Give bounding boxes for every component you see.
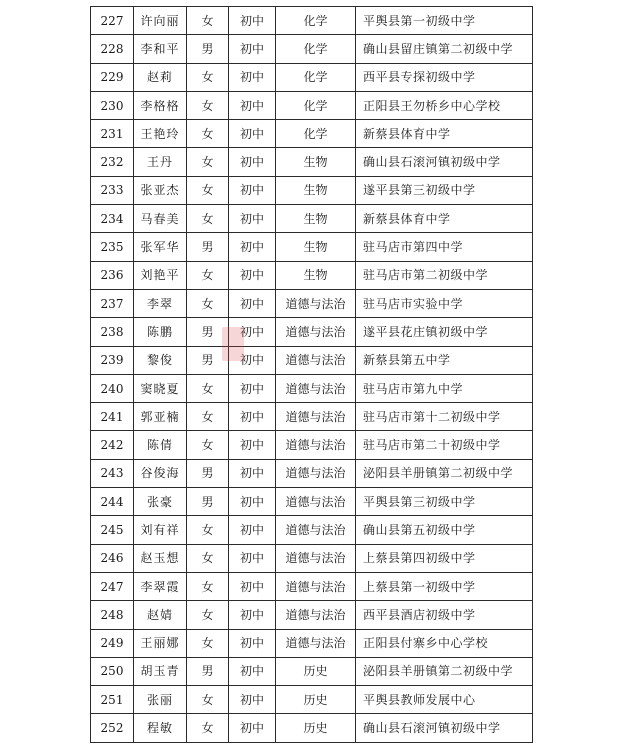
teacher-name: 窦晓夏 (134, 374, 187, 402)
school-stage: 初中 (229, 601, 276, 629)
school-name: 确山县留庄镇第二初级中学 (356, 35, 533, 63)
teacher-name: 郭亚楠 (134, 403, 187, 431)
school-stage: 初中 (229, 289, 276, 317)
teacher-gender: 女 (187, 120, 229, 148)
school-name: 驻马店市第十二初级中学 (356, 403, 533, 431)
teacher-name: 李格格 (134, 91, 187, 119)
row-number: 229 (91, 63, 134, 91)
teacher-gender: 女 (187, 176, 229, 204)
teacher-name: 李和平 (134, 35, 187, 63)
row-number: 235 (91, 233, 134, 261)
teacher-gender: 男 (187, 35, 229, 63)
row-number: 252 (91, 714, 134, 742)
teaching-subject: 道德与法治 (276, 572, 356, 600)
school-name: 新蔡县第五中学 (356, 346, 533, 374)
teacher-name: 程敏 (134, 714, 187, 742)
teaching-subject: 道德与法治 (276, 403, 356, 431)
school-name: 平舆县教师发展中心 (356, 686, 533, 714)
teacher-gender: 女 (187, 205, 229, 233)
row-number: 233 (91, 176, 134, 204)
teacher-roster-table (90, 6, 533, 743)
teacher-gender: 女 (187, 686, 229, 714)
teaching-subject: 化学 (276, 7, 356, 35)
school-name: 遂平县花庄镇初级中学 (356, 318, 533, 346)
school-name: 驻马店市第二十初级中学 (356, 431, 533, 459)
table-row (91, 374, 533, 402)
teacher-name: 张亚杰 (134, 176, 187, 204)
school-stage: 初中 (229, 63, 276, 91)
row-number: 239 (91, 346, 134, 374)
teaching-subject: 化学 (276, 63, 356, 91)
table-row (91, 261, 533, 289)
school-stage: 初中 (229, 261, 276, 289)
teaching-subject: 化学 (276, 120, 356, 148)
teaching-subject: 道德与法治 (276, 516, 356, 544)
school-name: 平舆县第一初级中学 (356, 7, 533, 35)
row-number: 242 (91, 431, 134, 459)
school-stage: 初中 (229, 714, 276, 742)
school-name: 驻马店市第四中学 (356, 233, 533, 261)
teacher-name: 刘艳平 (134, 261, 187, 289)
teacher-gender: 女 (187, 431, 229, 459)
teacher-name: 许向丽 (134, 7, 187, 35)
row-number: 249 (91, 629, 134, 657)
teaching-subject: 生物 (276, 233, 356, 261)
school-stage: 初中 (229, 176, 276, 204)
table-row (91, 205, 533, 233)
table-row (91, 35, 533, 63)
row-number: 244 (91, 488, 134, 516)
teacher-name: 赵莉 (134, 63, 187, 91)
school-stage: 初中 (229, 403, 276, 431)
teaching-subject: 历史 (276, 657, 356, 685)
school-name: 正阳县王勿桥乡中心学校 (356, 91, 533, 119)
row-number: 251 (91, 686, 134, 714)
school-stage: 初中 (229, 459, 276, 487)
school-stage: 初中 (229, 686, 276, 714)
teacher-name: 张豪 (134, 488, 187, 516)
school-name: 正阳县付寨乡中心学校 (356, 629, 533, 657)
table-row (91, 686, 533, 714)
row-number: 236 (91, 261, 134, 289)
teaching-subject: 生物 (276, 205, 356, 233)
table-row (91, 488, 533, 516)
school-name: 驻马店市第九中学 (356, 374, 533, 402)
table-row (91, 346, 533, 374)
teacher-gender: 男 (187, 459, 229, 487)
row-number: 228 (91, 35, 134, 63)
table-row (91, 459, 533, 487)
teacher-name: 李翠 (134, 289, 187, 317)
table-row (91, 403, 533, 431)
row-number: 234 (91, 205, 134, 233)
teacher-gender: 男 (187, 657, 229, 685)
school-name: 上蔡县第一初级中学 (356, 572, 533, 600)
school-stage: 初中 (229, 516, 276, 544)
teacher-name: 陈鹏 (134, 318, 187, 346)
school-name: 新蔡县体育中学 (356, 205, 533, 233)
school-name: 遂平县第三初级中学 (356, 176, 533, 204)
teacher-name: 谷俊海 (134, 459, 187, 487)
teaching-subject: 道德与法治 (276, 459, 356, 487)
teacher-gender: 女 (187, 629, 229, 657)
teacher-name: 张军华 (134, 233, 187, 261)
table-row (91, 714, 533, 742)
table-row (91, 516, 533, 544)
school-stage: 初中 (229, 148, 276, 176)
school-name: 上蔡县第四初级中学 (356, 544, 533, 572)
teaching-subject: 化学 (276, 35, 356, 63)
row-number: 241 (91, 403, 134, 431)
teaching-subject: 生物 (276, 176, 356, 204)
table-row (91, 431, 533, 459)
teacher-name: 胡玉青 (134, 657, 187, 685)
teacher-name: 王丽娜 (134, 629, 187, 657)
teaching-subject: 生物 (276, 148, 356, 176)
teacher-gender: 男 (187, 233, 229, 261)
school-stage: 初中 (229, 346, 276, 374)
school-name: 泌阳县羊册镇第二初级中学 (356, 657, 533, 685)
teacher-gender: 女 (187, 7, 229, 35)
teacher-gender: 女 (187, 63, 229, 91)
row-number: 247 (91, 572, 134, 600)
teacher-name: 王艳玲 (134, 120, 187, 148)
row-number: 232 (91, 148, 134, 176)
school-stage: 初中 (229, 431, 276, 459)
row-number: 240 (91, 374, 134, 402)
table-row (91, 544, 533, 572)
teacher-gender: 女 (187, 91, 229, 119)
school-name: 泌阳县羊册镇第二初级中学 (356, 459, 533, 487)
teaching-subject: 道德与法治 (276, 289, 356, 317)
teacher-gender: 女 (187, 403, 229, 431)
table-row (91, 318, 533, 346)
school-stage: 初中 (229, 488, 276, 516)
school-stage: 初中 (229, 35, 276, 63)
teacher-gender: 男 (187, 346, 229, 374)
school-name: 驻马店市第二初级中学 (356, 261, 533, 289)
teacher-gender: 男 (187, 318, 229, 346)
teacher-gender: 女 (187, 374, 229, 402)
school-name: 驻马店市实验中学 (356, 289, 533, 317)
school-stage: 初中 (229, 629, 276, 657)
teacher-gender: 女 (187, 572, 229, 600)
school-stage: 初中 (229, 544, 276, 572)
roster-table-body (91, 7, 533, 743)
school-stage: 初中 (229, 205, 276, 233)
row-number: 243 (91, 459, 134, 487)
table-row (91, 657, 533, 685)
teaching-subject: 化学 (276, 91, 356, 119)
school-stage: 初中 (229, 7, 276, 35)
school-stage: 初中 (229, 572, 276, 600)
teacher-gender: 女 (187, 544, 229, 572)
table-row (91, 120, 533, 148)
school-stage: 初中 (229, 318, 276, 346)
row-number: 245 (91, 516, 134, 544)
teaching-subject: 历史 (276, 686, 356, 714)
teacher-name: 赵婧 (134, 601, 187, 629)
teacher-name: 赵玉想 (134, 544, 187, 572)
row-number: 238 (91, 318, 134, 346)
teacher-gender: 女 (187, 714, 229, 742)
teacher-name: 陈倩 (134, 431, 187, 459)
school-stage: 初中 (229, 233, 276, 261)
teaching-subject: 道德与法治 (276, 318, 356, 346)
teacher-name: 黎俊 (134, 346, 187, 374)
table-row (91, 176, 533, 204)
teaching-subject: 道德与法治 (276, 488, 356, 516)
teacher-gender: 男 (187, 488, 229, 516)
school-stage: 初中 (229, 374, 276, 402)
teacher-name: 张丽 (134, 686, 187, 714)
table-row (91, 629, 533, 657)
row-number: 227 (91, 7, 134, 35)
row-number: 250 (91, 657, 134, 685)
teaching-subject: 道德与法治 (276, 629, 356, 657)
teaching-subject: 历史 (276, 714, 356, 742)
school-name: 平舆县第三初级中学 (356, 488, 533, 516)
teacher-gender: 女 (187, 601, 229, 629)
school-name: 确山县石滚河镇初级中学 (356, 714, 533, 742)
school-stage: 初中 (229, 91, 276, 119)
row-number: 237 (91, 289, 134, 317)
teaching-subject: 道德与法治 (276, 346, 356, 374)
teacher-name: 王丹 (134, 148, 187, 176)
school-stage: 初中 (229, 657, 276, 685)
teacher-name: 李翠霞 (134, 572, 187, 600)
teacher-gender: 女 (187, 148, 229, 176)
teacher-gender: 女 (187, 289, 229, 317)
row-number: 231 (91, 120, 134, 148)
teacher-name: 刘有祥 (134, 516, 187, 544)
teacher-gender: 女 (187, 261, 229, 289)
school-name: 新蔡县体育中学 (356, 120, 533, 148)
table-row (91, 572, 533, 600)
row-number: 246 (91, 544, 134, 572)
teacher-name: 马春美 (134, 205, 187, 233)
school-name: 西平县酒店初级中学 (356, 601, 533, 629)
teaching-subject: 生物 (276, 261, 356, 289)
school-name: 西平县专探初级中学 (356, 63, 533, 91)
teaching-subject: 道德与法治 (276, 601, 356, 629)
school-stage: 初中 (229, 120, 276, 148)
teaching-subject: 道德与法治 (276, 431, 356, 459)
table-row (91, 91, 533, 119)
table-row (91, 7, 533, 35)
row-number: 248 (91, 601, 134, 629)
teaching-subject: 道德与法治 (276, 544, 356, 572)
table-row (91, 63, 533, 91)
table-row (91, 289, 533, 317)
table-row (91, 601, 533, 629)
row-number: 230 (91, 91, 134, 119)
table-row (91, 233, 533, 261)
teacher-gender: 女 (187, 516, 229, 544)
school-name: 确山县第五初级中学 (356, 516, 533, 544)
table-row (91, 148, 533, 176)
school-name: 确山县石滚河镇初级中学 (356, 148, 533, 176)
teaching-subject: 道德与法治 (276, 374, 356, 402)
